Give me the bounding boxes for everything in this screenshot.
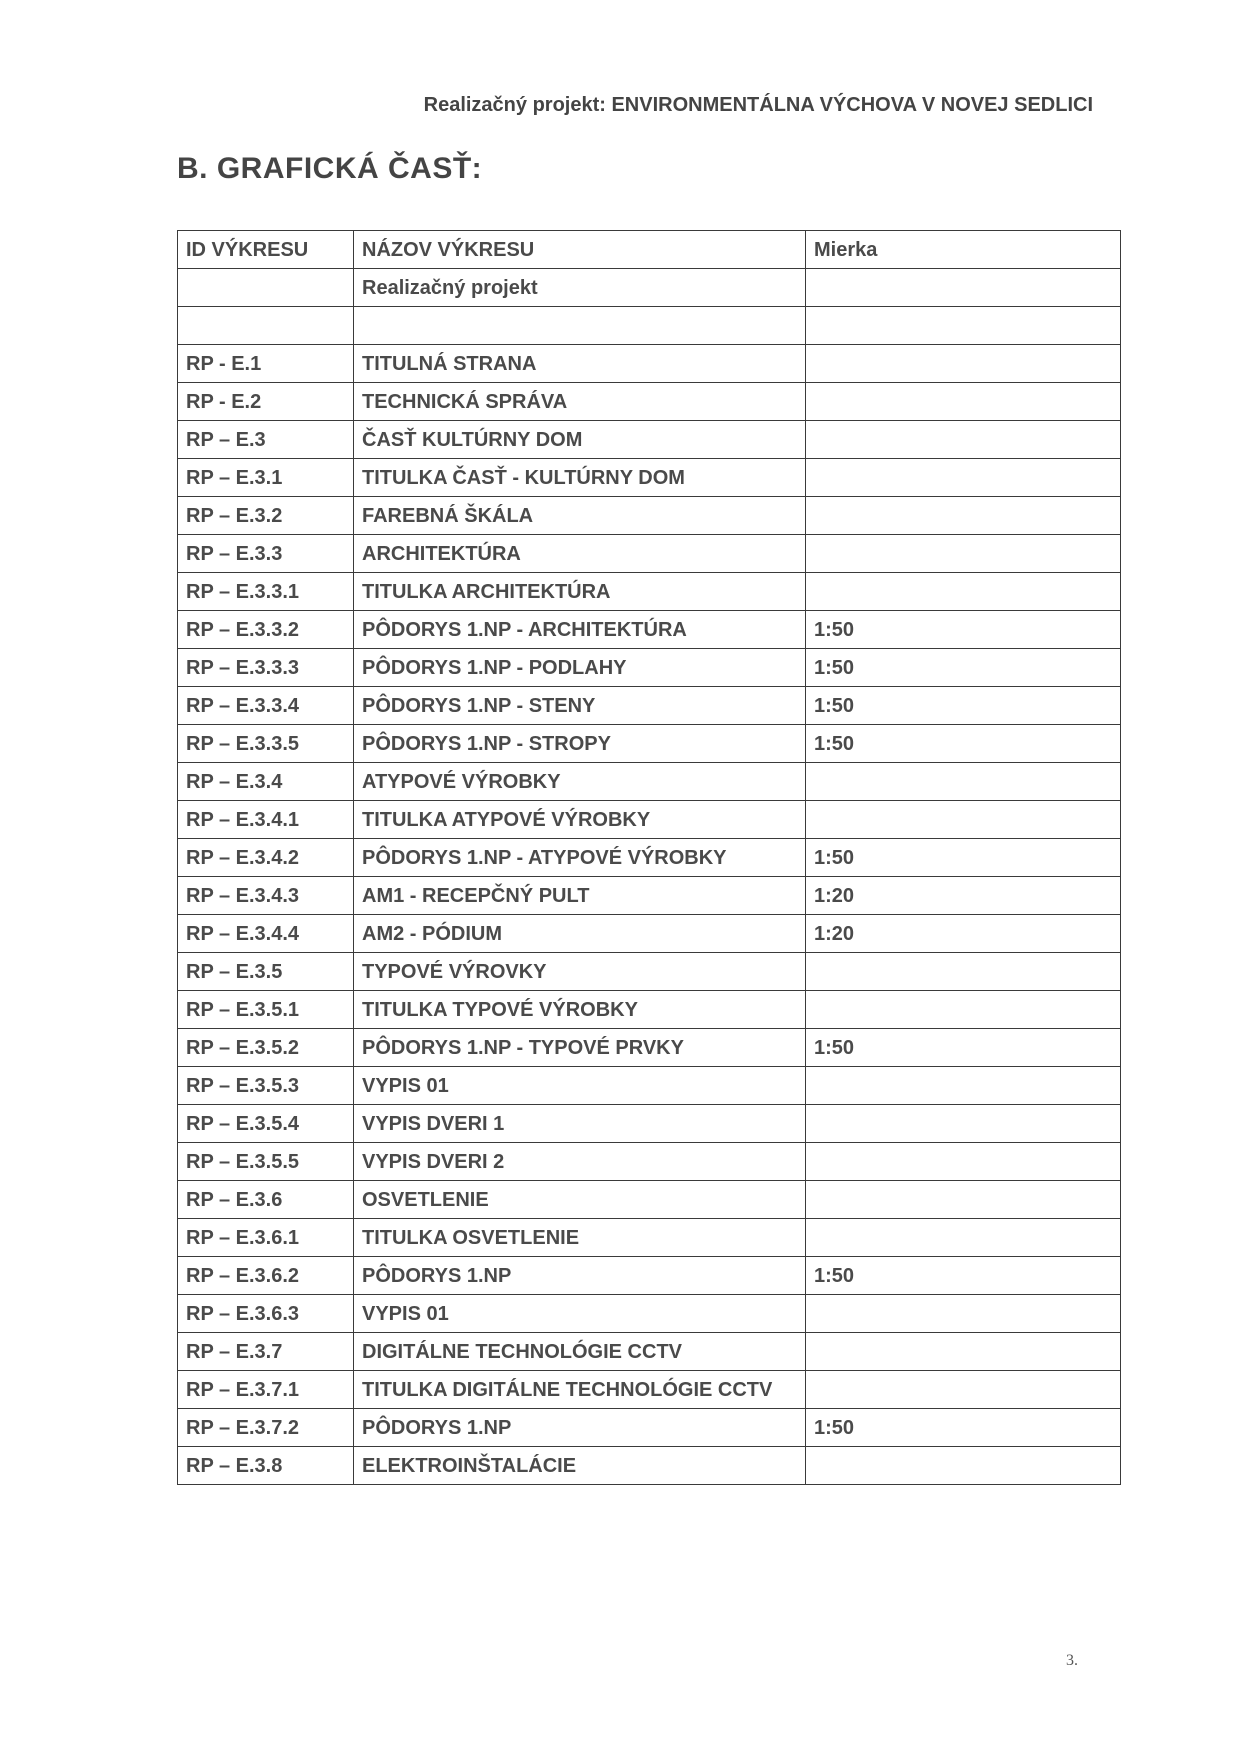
drawing-name-cell: PÔDORYS 1.NP - TYPOVÉ PRVKY xyxy=(354,1029,806,1067)
drawing-name-cell: TITULNÁ STRANA xyxy=(354,345,806,383)
drawing-id-cell: RP – E.3.2 xyxy=(178,497,354,535)
drawing-scale-cell: 1:50 xyxy=(806,687,1121,725)
drawing-scale-cell xyxy=(806,1143,1121,1181)
table-row xyxy=(178,497,1121,535)
drawing-id-cell: RP – E.3.7 xyxy=(178,1333,354,1371)
drawing-id-cell: RP – E.3.6 xyxy=(178,1181,354,1219)
table-row xyxy=(178,383,1121,421)
drawing-name-cell xyxy=(354,307,806,345)
table-row xyxy=(178,421,1121,459)
table-row xyxy=(178,801,1121,839)
table-row xyxy=(178,763,1121,801)
drawing-scale-cell: 1:50 xyxy=(806,1029,1121,1067)
drawing-id-cell: RP – E.3.4.4 xyxy=(178,915,354,953)
table-row xyxy=(178,649,1121,687)
drawing-name-cell: TITULKA OSVETLENIE xyxy=(354,1219,806,1257)
column-header-scale: Mierka xyxy=(806,231,1121,269)
drawing-name-cell: FAREBNÁ ŠKÁLA xyxy=(354,497,806,535)
drawing-name-cell: VYPIS 01 xyxy=(354,1295,806,1333)
drawing-name-cell: TECHNICKÁ SPRÁVA xyxy=(354,383,806,421)
drawing-id-cell: RP – E.3.8 xyxy=(178,1447,354,1485)
drawing-scale-cell xyxy=(806,801,1121,839)
drawing-scale-cell xyxy=(806,497,1121,535)
table-row xyxy=(178,1143,1121,1181)
table-row xyxy=(178,1105,1121,1143)
drawing-name-cell: VYPIS DVERI 2 xyxy=(354,1143,806,1181)
drawing-scale-cell xyxy=(806,1105,1121,1143)
drawing-name-cell: VYPIS DVERI 1 xyxy=(354,1105,806,1143)
running-header: Realizačný projekt: ENVIRONMENTÁLNA VÝCHOVA V NOVEJ SEDLICI xyxy=(423,94,1093,116)
drawing-scale-cell xyxy=(806,535,1121,573)
table-row xyxy=(178,1295,1121,1333)
drawing-id-cell: RP – E.3.6.1 xyxy=(178,1219,354,1257)
drawing-id-cell xyxy=(178,269,354,307)
drawing-id-cell: RP - E.1 xyxy=(178,345,354,383)
drawing-id-cell: RP – E.3.6.2 xyxy=(178,1257,354,1295)
drawing-id-cell: RP – E.3.3.2 xyxy=(178,611,354,649)
drawing-name-cell: ELEKTROINŠTALÁCIE xyxy=(354,1447,806,1485)
table-row xyxy=(178,573,1121,611)
table-row xyxy=(178,915,1121,953)
drawing-scale-cell xyxy=(806,421,1121,459)
table-row xyxy=(178,1067,1121,1105)
drawing-scale-cell xyxy=(806,307,1121,345)
drawing-id-cell: RP – E.3.7.2 xyxy=(178,1409,354,1447)
drawing-id-cell: RP – E.3.3.1 xyxy=(178,573,354,611)
drawing-name-cell: OSVETLENIE xyxy=(354,1181,806,1219)
drawing-name-cell: ČASŤ KULTÚRNY DOM xyxy=(354,421,806,459)
drawing-scale-cell: 1:50 xyxy=(806,611,1121,649)
page-number: 3. xyxy=(1066,1652,1078,1669)
table-row xyxy=(178,1447,1121,1485)
drawing-name-cell: TYPOVÉ VÝROVKY xyxy=(354,953,806,991)
drawing-scale-cell: 1:20 xyxy=(806,915,1121,953)
table-row xyxy=(178,1333,1121,1371)
drawing-id-cell: RP – E.3.7.1 xyxy=(178,1371,354,1409)
drawing-scale-cell: 1:50 xyxy=(806,839,1121,877)
drawing-name-cell: ARCHITEKTÚRA xyxy=(354,535,806,573)
drawing-name-cell: TITULKA ARCHITEKTÚRA xyxy=(354,573,806,611)
drawing-id-cell: RP - E.2 xyxy=(178,383,354,421)
table-row xyxy=(178,877,1121,915)
drawing-scale-cell xyxy=(806,573,1121,611)
table-row xyxy=(178,307,1121,345)
table-row xyxy=(178,345,1121,383)
drawing-scale-cell xyxy=(806,763,1121,801)
drawing-scale-cell: 1:50 xyxy=(806,1257,1121,1295)
drawing-id-cell: RP – E.3.5.4 xyxy=(178,1105,354,1143)
drawing-id-cell: RP – E.3.4.1 xyxy=(178,801,354,839)
drawing-scale-cell xyxy=(806,1371,1121,1409)
drawing-name-cell: ATYPOVÉ VÝROBKY xyxy=(354,763,806,801)
drawing-scale-cell xyxy=(806,1219,1121,1257)
drawing-id-cell: RP – E.3.1 xyxy=(178,459,354,497)
drawing-scale-cell xyxy=(806,1067,1121,1105)
drawing-name-cell: AM2 - PÓDIUM xyxy=(354,915,806,953)
drawing-scale-cell: 1:20 xyxy=(806,877,1121,915)
drawing-id-cell: RP – E.3.3.5 xyxy=(178,725,354,763)
drawing-name-cell: DIGITÁLNE TECHNOLÓGIE CCTV xyxy=(354,1333,806,1371)
drawing-id-cell: RP – E.3.3.4 xyxy=(178,687,354,725)
drawing-name-cell: PÔDORYS 1.NP xyxy=(354,1409,806,1447)
drawing-scale-cell: 1:50 xyxy=(806,725,1121,763)
drawing-name-cell: TITULKA ATYPOVÉ VÝROBKY xyxy=(354,801,806,839)
table-row xyxy=(178,1219,1121,1257)
drawing-scale-cell xyxy=(806,1295,1121,1333)
column-header-name: NÁZOV VÝKRESU xyxy=(354,231,806,269)
table-row xyxy=(178,1029,1121,1067)
drawing-name-cell: PÔDORYS 1.NP - STROPY xyxy=(354,725,806,763)
drawing-id-cell: RP – E.3.5.5 xyxy=(178,1143,354,1181)
table-row xyxy=(178,953,1121,991)
drawing-scale-cell xyxy=(806,269,1121,307)
drawing-scale-cell: 1:50 xyxy=(806,649,1121,687)
section-title: B. GRAFICKÁ ČASŤ: xyxy=(177,152,483,185)
drawing-name-cell: TITULKA TYPOVÉ VÝROBKY xyxy=(354,991,806,1029)
drawing-name-cell: VYPIS 01 xyxy=(354,1067,806,1105)
table-row xyxy=(178,1371,1121,1409)
drawing-scale-cell xyxy=(806,953,1121,991)
table-row xyxy=(178,1257,1121,1295)
table-row xyxy=(178,611,1121,649)
drawing-id-cell: RP – E.3.5.1 xyxy=(178,991,354,1029)
drawing-name-cell: PÔDORYS 1.NP - ATYPOVÉ VÝROBKY xyxy=(354,839,806,877)
drawing-id-cell: RP – E.3.4 xyxy=(178,763,354,801)
drawing-scale-cell: 1:50 xyxy=(806,1409,1121,1447)
column-header-id: ID VÝKRESU xyxy=(178,231,354,269)
drawing-scale-cell xyxy=(806,991,1121,1029)
drawing-name-cell: AM1 - RECEPČNÝ PULT xyxy=(354,877,806,915)
drawing-id-cell: RP – E.3.4.3 xyxy=(178,877,354,915)
drawing-id-cell: RP – E.3.3.3 xyxy=(178,649,354,687)
table-row xyxy=(178,269,1121,307)
drawing-id-cell: RP – E.3.4.2 xyxy=(178,839,354,877)
table-row xyxy=(178,535,1121,573)
drawing-scale-cell xyxy=(806,345,1121,383)
table-row xyxy=(178,459,1121,497)
table-row xyxy=(178,1181,1121,1219)
drawing-name-cell: Realizačný projekt xyxy=(354,269,806,307)
drawing-scale-cell xyxy=(806,1333,1121,1371)
drawing-id-cell: RP – E.3.5.2 xyxy=(178,1029,354,1067)
drawing-scale-cell xyxy=(806,1181,1121,1219)
drawing-id-cell: RP – E.3.3 xyxy=(178,535,354,573)
drawings-table xyxy=(177,230,1121,1485)
drawing-scale-cell xyxy=(806,459,1121,497)
drawing-id-cell: RP – E.3.6.3 xyxy=(178,1295,354,1333)
drawing-id-cell: RP – E.3.5 xyxy=(178,953,354,991)
drawing-name-cell: TITULKA ČASŤ - KULTÚRNY DOM xyxy=(354,459,806,497)
table-row xyxy=(178,1409,1121,1447)
drawing-id-cell: RP – E.3 xyxy=(178,421,354,459)
drawing-name-cell: TITULKA DIGITÁLNE TECHNOLÓGIE CCTV xyxy=(354,1371,806,1409)
drawing-name-cell: PÔDORYS 1.NP - ARCHITEKTÚRA xyxy=(354,611,806,649)
table-header-row xyxy=(178,231,1121,269)
table-row xyxy=(178,991,1121,1029)
drawing-name-cell: PÔDORYS 1.NP - STENY xyxy=(354,687,806,725)
drawing-name-cell: PÔDORYS 1.NP - PODLAHY xyxy=(354,649,806,687)
drawing-scale-cell xyxy=(806,383,1121,421)
drawing-id-cell xyxy=(178,307,354,345)
drawing-name-cell: PÔDORYS 1.NP xyxy=(354,1257,806,1295)
table-body xyxy=(178,269,1121,1485)
table-row xyxy=(178,839,1121,877)
table-row xyxy=(178,687,1121,725)
drawing-id-cell: RP – E.3.5.3 xyxy=(178,1067,354,1105)
table-row xyxy=(178,725,1121,763)
drawing-scale-cell xyxy=(806,1447,1121,1485)
